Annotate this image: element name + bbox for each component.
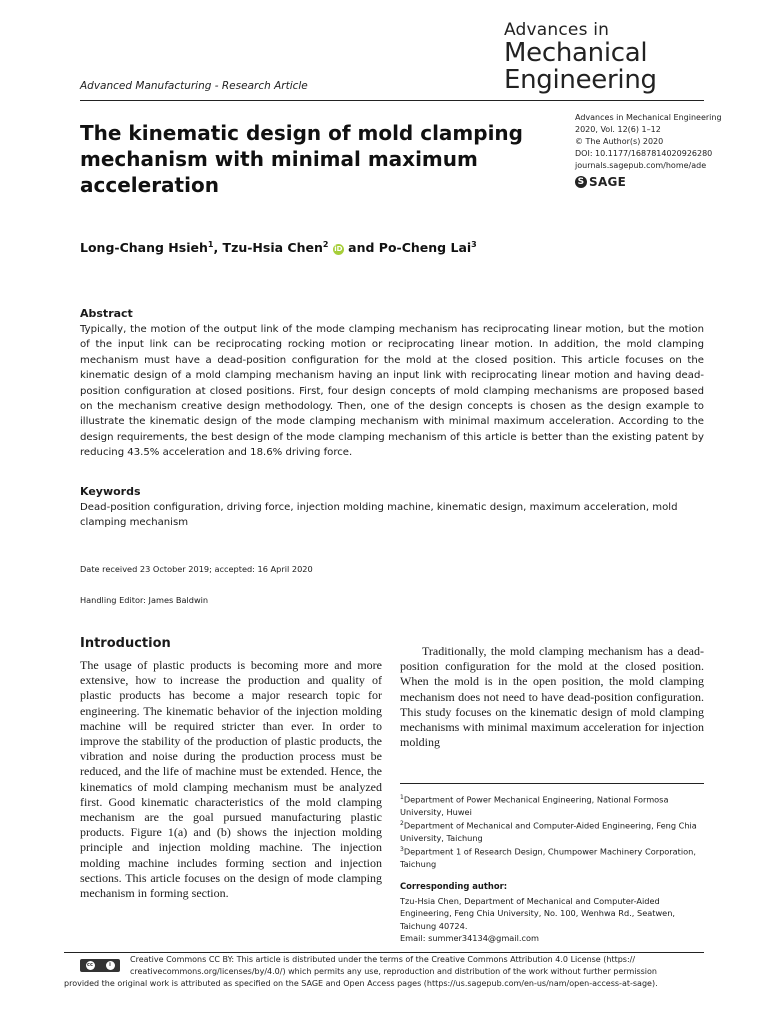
author-separator: and: [343, 240, 379, 256]
author-name[interactable]: Po-Cheng Lai: [378, 240, 472, 256]
affiliation-number: 1: [400, 794, 404, 801]
keywords-heading: Keywords: [80, 485, 141, 498]
affiliation-text: Department 1 of Research Design, Chumpower Machinery Corporation, Taichung: [400, 847, 696, 870]
journal-brand-line1: Advances in: [504, 20, 610, 40]
copyright: © The Author(s) 2020: [575, 137, 664, 146]
affiliations: [400, 792, 704, 870]
publisher-name: SAGE: [589, 175, 627, 189]
author-list: [80, 240, 477, 255]
corresponding-author: [400, 895, 704, 945]
cc-icon: cc: [87, 962, 93, 968]
affiliation-text: Department of Mechanical and Computer-Aided Engineering, Feng Chia University, Taichung: [400, 820, 697, 844]
author-affil-mark: 3: [471, 240, 477, 249]
author-affil-mark: 1: [207, 240, 214, 249]
affiliation-item: [400, 844, 704, 870]
license-text: [64, 954, 714, 991]
introduction-heading: Introduction: [80, 636, 171, 651]
license-divider: [64, 952, 704, 953]
article-title: The kinematic design of mold clamping mechanism with minimal maximum acceleration: [80, 121, 523, 197]
header-divider: [80, 100, 704, 101]
corresponding-author-address: Tzu-Hsia Chen, Department of Mechanical and Computer-Aided Engineering, Feng Chia University, No. 100, Wenhwa Rd., Seatwen, Taichung 40724.: [400, 896, 675, 931]
journal-brand-line2: Mechanical: [504, 38, 648, 68]
introduction-column-right: [400, 644, 704, 750]
affiliation-number: 3: [400, 846, 404, 854]
license-line: creativecommons.org/licenses/by/4.0/) which permits any use, reproduction and distribution of the work without further permission: [130, 967, 657, 977]
affiliation-number: 2: [400, 820, 404, 828]
doi-link[interactable]: DOI: 10.1177/1687814020926280: [575, 149, 713, 158]
author-name[interactable]: Long-Chang Hsieh: [80, 240, 208, 256]
journal-metadata: [575, 112, 722, 189]
license-line: provided the original work is attributed as specified on the SAGE and Open Access pages (https://us.sagepub.com/en-us/nam/open-access-at-sage).: [64, 979, 658, 989]
author-name[interactable]: Tzu-Hsia Chen: [222, 240, 323, 256]
abstract-text: Typically, the motion of the output link of the mode clamping mechanism has reciprocating linear motion, but the motion of the input link can be reciprocating rocking motion or reciprocating linear motion. In addition, the mold clamping mechanism must have a dead-position configuration for the mold at the closed position. This article focuses on the kinematic design of a mold clamping mechanism having an input link with reciprocating linear motion and having dead-position configuration at closed positions. First, four design concepts of mold clamping mechanisms are proposed based on the mechanism creative design methodology. Then, one of the design concepts is chosen as the design example to illustrate the kinematic design of the mode clamping mechanism with minimal maximum acceleration. According to the design requirements, the best design of the mode clamping mechanism of this article is better than the existing patent by reducing 43.5% acceleration and 18.6% driving force.: [80, 324, 704, 459]
attribution-icon: i: [106, 961, 115, 970]
sage-logo-icon: S: [575, 176, 587, 188]
footnote-divider: [400, 783, 704, 784]
journal-url[interactable]: journals.sagepub.com/home/ade: [575, 161, 707, 170]
corresponding-author-email[interactable]: Email: summer34134@gmail.com: [400, 933, 539, 944]
received-accepted-dates: Date received 23 October 2019; accepted: 16 April 2020: [80, 564, 313, 574]
affiliation-item: [400, 792, 704, 818]
journal-name: Advances in Mechanical Engineering: [575, 113, 722, 122]
journal-brand: [504, 20, 704, 94]
journal-brand-line3: Engineering: [504, 65, 657, 95]
license-line: Creative Commons CC BY: This article is distributed under the terms of the Creative Commons Attribution 4.0 License (https://: [130, 955, 636, 964]
article-category: Advanced Manufacturing - Research Article: [80, 80, 308, 92]
volume-info: 2020, Vol. 12(6) 1–12: [575, 125, 661, 134]
handling-editor: Handling Editor: James Baldwin: [80, 595, 209, 605]
orcid-icon[interactable]: iD: [334, 245, 343, 254]
publisher-logo: [575, 176, 715, 188]
author-separator: ,: [213, 240, 223, 256]
corresponding-author-heading: Corresponding author:: [400, 881, 508, 891]
author-affil-mark: 2: [322, 240, 329, 249]
introduction-paragraph-left: The usage of plastic products is becoming more and more extensive, how to increase the production and quality of plastic products has become a major research topic for engineering. The kinematic behavior of the injection molding machine will be required stricter than ever. In order to improve the stability of the production of plastic products, the vibration and noise during the production process must be reduced, and the life of machine must be extended. Hence, the kinematics of mold clamping mechanism must be analyzed first. Good kinematic characteristics of the mold clamping mechanism are the goal pursued manufacturing plastic products. Figure 1(a) and (b) shows the injection molding principle and injection molding machine. The injection molding machine includes forming section and injection sections. This article focuses on the design of mode clamping mechanism in forming section.: [80, 658, 382, 901]
keywords-text: Dead-position configuration, driving force, injection molding machine, kinematic design, maximum acceleration, mold clamping mechanism: [80, 502, 678, 529]
introduction-paragraph-right: Traditionally, the mold clamping mechanism has a dead-position configuration for the mold at the closed position. When the mold is in the open position, the mold clamping mechanism does not need to have dead-position configuration. This study focuses on the kinematic design of mold clamping mechanisms with minimal maximum acceleration for injection molding: [400, 644, 704, 750]
affiliation-item: [400, 818, 704, 844]
abstract-heading: Abstract: [80, 307, 133, 320]
affiliation-text: Department of Power Mechanical Engineering, National Formosa University, Huwei: [400, 794, 669, 817]
